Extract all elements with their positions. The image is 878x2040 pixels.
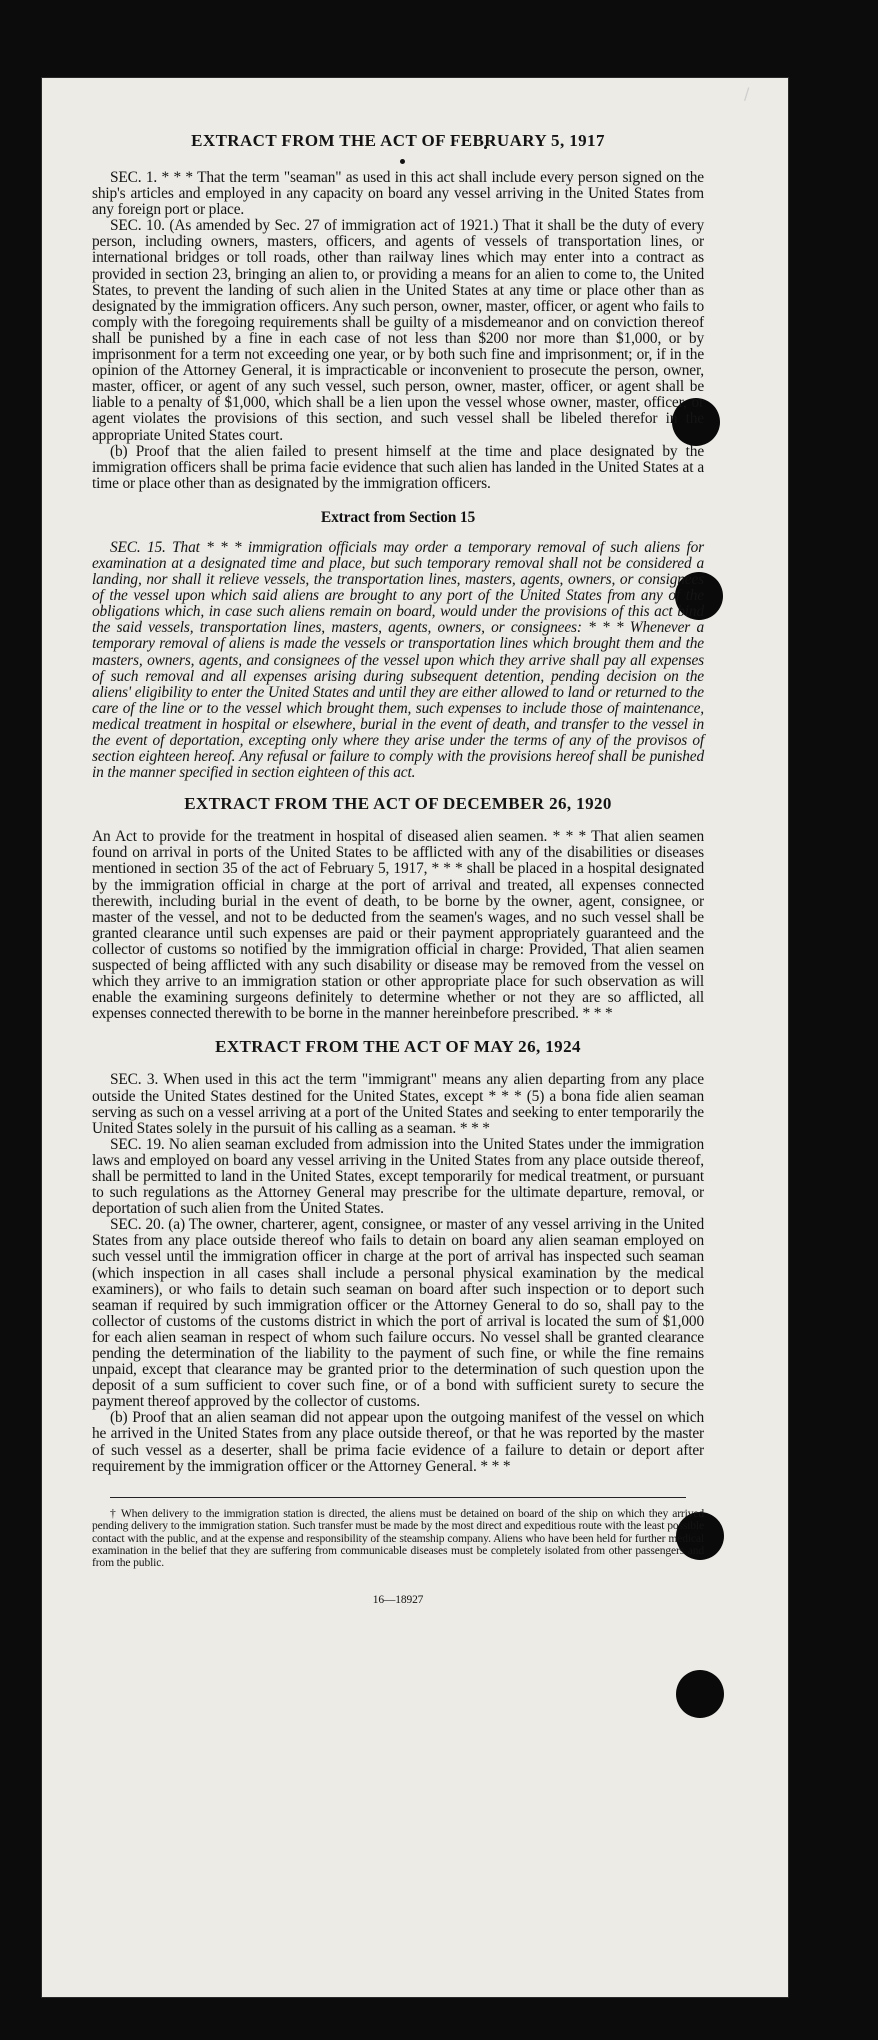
sec15-paragraph: SEC. 15. That * * * immigration officials may order a temporary removal of such aliens for examination at a designated time and place, but such temporary removal shall not be considered a landing, nor shall it relieve vessels, the transportation lines, masters, agents, owners, or consignees of the vessel upon which said aliens are brought to any port of the United States from any of the obligations which, in case such aliens remain on board, would under the provisions of this act bind the said vessels, transportation lines, masters, agents, owners, or consignees: * * * Whenever a temporary removal of aliens is made the vessels or transportation lines which brought them and the masters, owners, agents, and consignees of the vessel upon which they arrive shall pay all expenses of such removal and all expenses arising during subsequent detention, pending decision on the aliens' eligibility to enter the United States and until they are either allowed to land or returned to the care of the line or to the vessel which brought them, such expenses to include those of maintenance, medical treatment in hospital or elsewhere, burial in the event of death, and transfer to the vessel in the event of deportation, excepting only where they arise under the terms of any of the provisos of section eighteen hereof. Any refusal or failure to comply with the provisions hereof shall be punished in the manner specified in section eighteen of this act. — [92, 538, 704, 782]
proof-paragraph: (b) Proof that the alien failed to present himself at the time and place designated by the immigration officers shall be prima facie evidence that such alien has landed in the United States at a time or place other than as designated by the immigration officers. — [92, 442, 704, 492]
sec20b-paragraph: (b) Proof that an alien seaman did not appear upon the outgoing manifest of the vessel on which he arrived in the United States from any place outside thereof, or that he was reported by the master of such vessel as a deserter, shall be prima facie evidence of a failure to detain or deport after requirement by the immigration officer or the Attorney General. * * * — [92, 1409, 704, 1475]
corner-mark: / — [744, 84, 750, 103]
act-1920-paragraph: An Act to provide for the treatment in hospital of diseased alien seamen. * * * That alien seamen found on arrival in ports of the United States to be afflicted with any of the disabilities or diseases mentioned in section 35 of the act of February 5, 1917, * * * shall be placed in a hospital designated by the immigration official in charge at the port of arrival and treated, all expenses connected therewith, including burial in the event of death, to be borne by the owner, agent, consignee, or master of the vessel, and not to be deducted from the seamen's wages, and no such vessel shall be granted clearance until such expenses are paid or their payment appropriately guaranteed and the collector of customs so notified by the immigration official in charge: Provided, That alien seamen suspected of being afflicted with any such disability or disease may be removed from the vessel on which they arrive to an immigration station or other appropriate place for such observation as will enable the examining surgeons definitely to determine whether or not they are so afflicted, all expenses connected therewith to be borne in the manner hereinbefore prescribed. * * * — [92, 828, 704, 1023]
sec20a-paragraph: SEC. 20. (a) The owner, charterer, agent, consignee, or master of any vessel arriving in the United States from any place outside thereof who fails to detain on board any alien seaman employed on such vessel until the immigration officer in charge at the port of arrival has inspected such seaman (which inspection in all cases shall include a personal physical examination by the medical examiners), or who fails to detain such seaman on board after such inspection or to deport such seaman if required by such immigration officer or the Attorney General to do so, shall pay to the collector of customs of the customs district in which the port of arrival is located the sum of $1,000 for each alien seaman in respect of whom such failure occurs. No vessel shall be granted clearance pending the determination of the liability to the payment of such fine, or while the fine remains unpaid, except that clearance may be granted prior to the determination of such question upon the deposit of a sum sufficient to cover such fine, or of a bond with sufficient surety to secure the payment thereof approved by the collector of customs. — [92, 1216, 704, 1411]
document-content — [92, 130, 704, 1608]
heading-act-1917: EXTRACT FROM THE ACT OF FEBRUARY 5, 1917 — [191, 131, 605, 150]
sec1-paragraph: SEC. 1. * * * That the term "seaman" as used in this act shall include every person signed on the ship's articles and employed in any capacity on board any vessel arriving in the United States from any foreign port or place. — [92, 169, 704, 219]
footnote: † When delivery to the immigration station is directed, the aliens must be detained on board of the ship on which they arrived pending delivery to the immigration station. Such transfer must be made by the most direct and expeditious route with the least possible contact with the public, and at the expense and responsibility of the steamship company. Aliens who have been held for further medical examination in the belief that they are suffering from communicable diseases must be completely isolated from other passengers and from the public. — [92, 1506, 704, 1570]
heading-act-1924: EXTRACT FROM THE ACT OF MAY 26, 1924 — [215, 1037, 581, 1057]
heading-act-1920: EXTRACT FROM THE ACT OF DECEMBER 26, 1920 — [184, 794, 612, 814]
sec19-paragraph: SEC. 19. No alien seaman excluded from admission into the United States under the immigration laws and employed on board any vessel arriving in the United States from any place outside thereof, shall be permitted to land in the United States, except temporarily for medical treatment, or pursuant to such regulations as the Attorney General may prescribe for the ultimate departure, removal, or deportation of such alien from the United States. — [92, 1135, 704, 1218]
punch-hole-4 — [676, 1670, 724, 1718]
sec3-paragraph: SEC. 3. When used in this act the term "immigrant" means any alien departing from any place outside the United States destined for the United States, except * * * (5) a bona fide alien seaman serving as such on a vessel arriving at a port of the United States and seeking to enter temporarily the United States solely in the pursuit of his calling as a seaman. * * * — [92, 1071, 704, 1137]
footnote-divider — [110, 1497, 685, 1498]
heading-section-15: Extract from Section 15 — [320, 508, 476, 526]
sec10-paragraph: SEC. 10. (As amended by Sec. 27 of immigration act of 1921.) That it shall be the duty of every person, including owners, masters, officers, and agents of vessels of transportation lines, or international bridges or toll roads, other than railway lines which may enter into a contract as provided in section 23, bringing an alien to, or providing a means for an alien to come to, the United States, to prevent the landing of such alien in the United States at any time or place other than as designated by the immigration officers. Any such person, owner, master, officer, or agent who fails to comply with the foregoing requirements shall be guilty of a misdemeanor and on conviction thereof shall be punished by a fine in each case of not less than $200 nor more than $1,000, or by imprisonment for a term not exceeding one year, or by both such fine and imprisonment; or, if in the opinion of the Attorney General, it is impracticable or inconvenient to prosecute the person, owner, master, officer, or agent of any such vessel, such person, owner, master, officer, or agent shall be liable to a penalty of $1,000, which shall be a lien upon the vessel whose owner, master, officer, or agent violates the provisions of this section, and such vessel shall be libeled therefor in the appropriate United States court. — [92, 217, 704, 444]
form-code: 16—18927 — [372, 1593, 424, 1606]
